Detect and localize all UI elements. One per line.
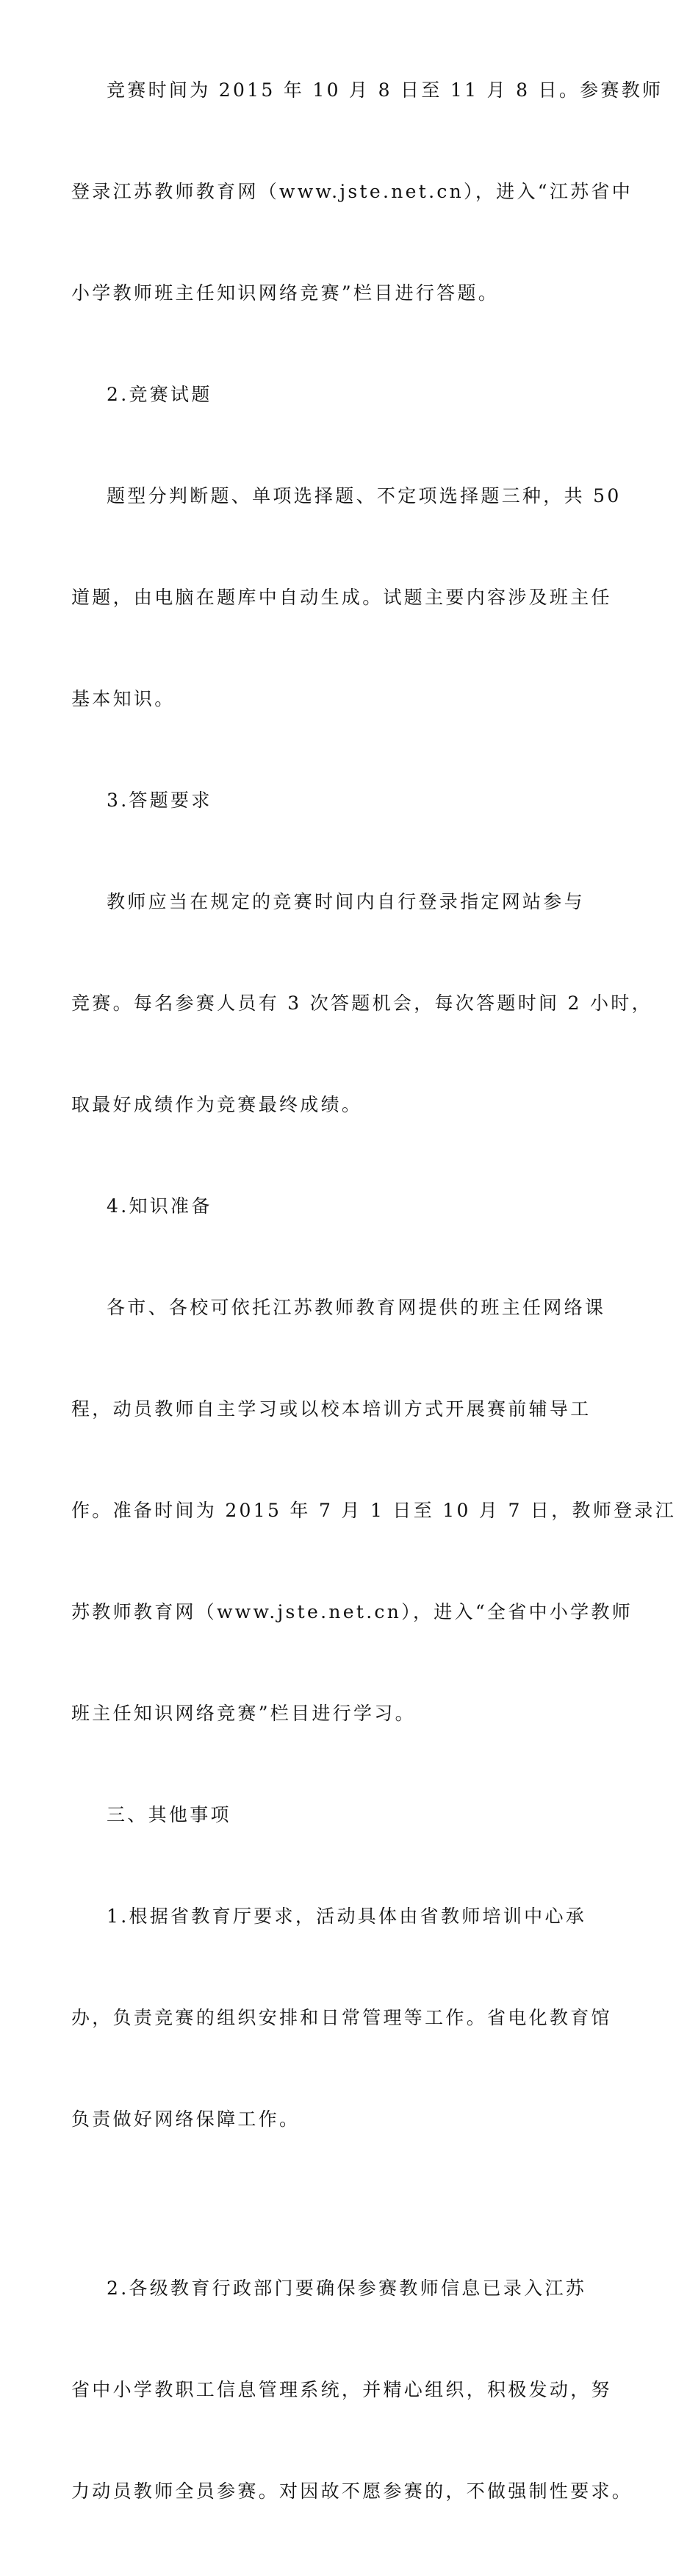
text-line: 2.各级教育行政部门要确保参赛教师信息已录入江苏 <box>107 2278 587 2299</box>
paragraph-question-types <box>71 412 622 784</box>
text-line: 办，负责竞赛的组织安排和日常管理等工作。省电化教育馆 <box>71 2007 612 2028</box>
text-line: 基本知识。 <box>71 688 176 709</box>
heading-other-matters: 三、其他事项 <box>107 1804 231 1825</box>
text-line: 道题，由电脑在题库中自动生成。试题主要内容涉及班主任 <box>71 587 612 608</box>
text-line: 作。准备时间为 2015 年 7 月 1 日至 10 月 7 日，教师登录江 <box>71 1500 676 1521</box>
text-line: 1.根据省教育厅要求，活动具体由省教师培训中心承 <box>107 1906 587 1927</box>
text-line: 负责做好网络保障工作。 <box>71 2108 301 2130</box>
heading-competition-questions: 2.竞赛试题 <box>107 384 212 405</box>
text-line: 力动员教师全员参赛。对因故不愿参赛的，不做强制性要求。 <box>71 2480 633 2502</box>
heading-knowledge-preparation: 4.知识准备 <box>107 1195 212 1217</box>
text-line: 程，动员教师自主学习或以校本培训方式开展赛前辅导工 <box>71 1398 592 1420</box>
paragraph-preparation <box>71 1223 676 1798</box>
text-line: 取最好成绩作为竞赛最终成绩。 <box>71 1094 363 1115</box>
text-line: 竞赛时间为 2015 年 10 月 8 日至 11 月 8 日。参赛教师 <box>107 79 664 101</box>
text-line: 题型分判断题、单项选择题、不定项选择题三种，共 50 <box>107 485 622 507</box>
text-line: 省中小学教职工信息管理系统，并精心组织，积极发动，努 <box>71 2379 612 2400</box>
paragraph-competition-time <box>71 6 664 378</box>
text-line: 竞赛。每名参赛人员有 3 次答题机会，每次答题时间 2 小时， <box>71 992 652 1014</box>
paragraph-organizer <box>71 1832 612 2204</box>
text-line: 登录江苏教师教育网（www.jste.net.cn），进入“江苏省中 <box>71 181 633 202</box>
text-line: 小学教师班主任知识网络竞赛”栏目进行答题。 <box>71 282 500 304</box>
heading-answer-requirements: 3.答题要求 <box>107 790 212 811</box>
paragraph-answer-rules <box>71 817 652 1189</box>
text-line: 苏教师教育网（www.jste.net.cn），进入“全省中小学教师 <box>71 1601 633 1622</box>
text-line: 教师应当在规定的竞赛时间内自行登录指定网站参与 <box>107 891 585 912</box>
text-line: 各市、各校可依托江苏教师教育网提供的班主任网络课 <box>107 1297 606 1318</box>
text-line: 班主任知识网络竞赛”栏目进行学习。 <box>71 1703 416 1724</box>
paragraph-participation <box>71 2204 633 2576</box>
